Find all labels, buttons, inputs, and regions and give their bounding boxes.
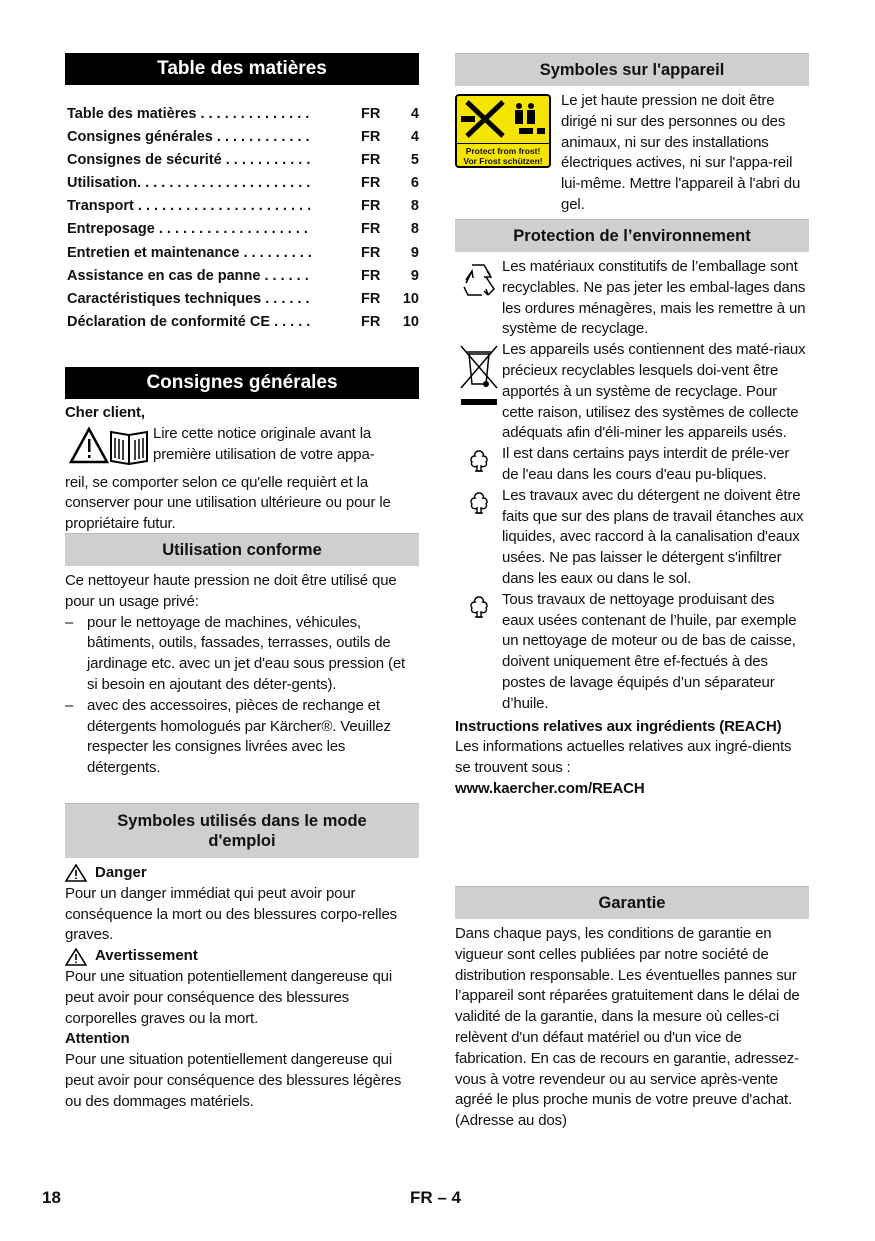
environment-text: Les appareils usés contiennent des maté-riaux précieux recyclables lesquels doi-vent être apportés à un système de recyclage. Pour cette raison, utilisez des systèmes de collecte adéquats afin d'éli-miner les appareils usés. [502,341,806,442]
usage-section [65,533,419,779]
environment-text: Les matériaux constitutifs de l’emballage sont recyclables. Ne pas jeter les embal-lages dans les ordures ménagères, mais les remettre à un système de recyclage. [502,258,806,338]
toc-entry-title: Caractéristiques techniques . . . . . . [67,290,310,307]
toc-entry-lang: FR [361,290,381,307]
left-column [65,53,419,334]
toc-entry-lang: FR [361,221,381,238]
attention-text: Pour une situation potentiellement dangereuse qui peut avoir pour conséquence des blessures légères ou des dommages matériels. [65,1051,402,1110]
toc-entry-page: 4 [410,129,419,146]
usage-title: Utilisation conforme [65,533,419,566]
toc-row[interactable] [67,149,419,172]
device-symbols-title: Symboles sur l'appareil [455,53,809,86]
toc-row[interactable] [67,311,419,334]
warranty-section [455,886,809,1132]
intro-line: première utilisation de votre appa- [153,445,375,463]
toc-entry-lang: FR [361,152,381,169]
warranty-text: Dans chaque pays, les conditions de garantie en vigueur sont celles publiées par notre société de distribution responsable. Les éventuelles pannes sur l’appareil sont réparées gratuitement dans le délai de validité de la garantie, dans la mesure où celles-ci relèvent d'un défaut matériel ou d'un vice de fabrication. En cas de recours en garantie, adressez-vous à votre revendeur ou au service après-vente agréé le plus proche munis de votre preuve d'achat. [455,925,800,1109]
table-of-contents [65,103,419,334]
warning-book-icon [69,426,151,466]
toc-entry-page: 5 [410,152,419,169]
toc-entry-page: 6 [410,175,419,192]
toc-row[interactable] [67,103,419,126]
toc-row[interactable] [67,195,419,218]
toc-entry-title: Table des matières . . . . . . . . . . . . . . [67,106,310,122]
sticker-text: Protect from frost! [465,146,541,156]
crossed-bin-icon [455,340,502,410]
toc-entry-lang: FR [361,313,381,330]
usage-bullet: pour le nettoyage de machines, véhicules, bâtiments, outils, fassades, terrasses, outils de jardinage etc. avec un jet d'eau sous pression (et si besoin en ajoutant des déter-gents). [87,613,406,693]
frost-sticker [455,91,561,216]
symbols-section [65,803,419,1113]
environment-item [455,257,809,340]
dash: – [65,613,74,631]
toc-entry-page: 4 [410,106,419,122]
toc-entry-title: Consignes générales . . . . . . . . . . . . [67,129,310,146]
warning-text: Pour une situation potentiellement dangereuse qui peut avoir pour conséquence des blessures corporelles graves ou la mort. [65,967,393,1027]
sticker-text: Vor Frost schützen! [463,156,543,166]
general-title: Consignes générales [65,367,419,399]
toc-entry-page: 8 [410,198,419,215]
toc-entry-lang: FR [361,244,381,261]
warning-triangle-icon [65,948,87,966]
environment-text: Tous travaux de nettoyage produisant des eaux usées contenant de l’huile, par exemple un nettoyage de moteur ou de bas de caisse, doivent uniquement être ef-fectués à des postes de lavage équipés d’un séparateur d’huile. [502,590,797,712]
environment-item [455,340,809,444]
toc-entry-page: 10 [402,290,419,307]
warranty-title: Garantie [455,886,809,919]
recycle-icon [455,257,502,299]
toc-entry-lang: FR [361,129,381,146]
warranty-address: (Adresse au dos) [455,1112,567,1130]
dash: – [65,696,74,714]
toc-title: Table des matières [65,53,419,85]
toc-entry-page: 9 [410,244,419,261]
toc-row[interactable] [67,126,419,149]
environment-icon [455,590,502,620]
toc-entry-lang: FR [361,106,381,122]
toc-entry-lang: FR [361,175,381,192]
danger-triangle-icon [65,864,87,882]
toc-row[interactable] [67,218,419,241]
environment-icon [455,486,502,516]
danger-label: Danger [95,864,147,881]
toc-entry-title: Déclaration de conformité CE . . . . . [67,313,311,330]
toc-row[interactable] [67,242,419,265]
toc-entry-lang: FR [361,198,381,215]
toc-entry-title: Transport . . . . . . . . . . . . . . . . . . . . . . [67,198,312,215]
danger-text: Pour un danger immédiat qui peut avoir pour conséquence la mort ou des blessures corpo-relles graves. [65,884,397,944]
environment-title: Protection de l’environnement [455,219,809,252]
toc-entry-lang: FR [361,267,381,284]
environment-section [455,219,809,800]
environment-text: Les travaux avec du détergent ne doivent être faits que sur des plans de travail étanches aux liquides, avec raccord à la canalisation d'eaux usées. Ne pas laisser le détergent s'infiltrer dans les eaux ou dans le sol. [502,486,804,587]
toc-entry-title: Entreposage . . . . . . . . . . . . . . . . . . . [67,221,308,238]
intro-text: reil, se comporter selon ce qu'elle requièrt et la conserver pour une utilisation ultérieure ou pour le propriétaire futur. [65,473,391,533]
toc-entry-page: 9 [410,267,419,284]
reach-text: Les informations actuelles relatives aux ingré-dients se trouvent sous : [455,738,792,777]
toc-entry-title: Consignes de sécurité . . . . . . . . . . . [67,152,311,169]
toc-entry-title: Utilisation. . . . . . . . . . . . . . . . . . . . . . [67,175,311,192]
toc-entry-title: Entretien et maintenance . . . . . . . . . [67,244,312,261]
toc-row[interactable] [67,172,419,195]
environment-icon [455,444,502,474]
environment-item [455,444,809,486]
usage-text: Ce nettoyeur haute pression ne doit être utilisé que pour un usage privé: [65,572,397,610]
symbols-title: Symboles utilisés dans le mode d'emploi [65,803,419,858]
reach-heading: Instructions relatives aux ingrédients (REACH) [455,717,782,735]
device-symbols-text: Le jet haute pression ne doit être dirigé ni sur des personnes ou des animaux, ni sur des installations électriques actives, ni sur l'appa-reil lui-même. Mettre l'appareil à l'abri du gel. [561,92,801,213]
toc-entry-page: 8 [410,221,419,238]
intro-line: Lire cette notice originale avant la [153,424,372,442]
section-page: FR – 4 [410,1188,462,1207]
usage-bullet: avec des accessoires, pièces de rechange et détergents homologués par Kärcher®. Veuillez respecter les consignes livrées avec les détergents. [87,696,391,777]
environment-text: Il est dans certains pays interdit de préle-ver de l'eau dans les cours d'eau pu-bliques. [502,445,790,483]
general-section [65,367,419,535]
toc-row[interactable] [67,288,419,311]
greeting: Cher client, [65,404,145,421]
no-spray-icon [457,96,549,142]
reach-link[interactable]: www.kaercher.com/REACH [455,779,645,797]
environment-item [455,590,809,715]
toc-entry-page: 10 [402,313,419,330]
page-number: 18 [42,1188,61,1207]
attention-label: Attention [65,1030,130,1048]
environment-item [455,486,809,590]
toc-row[interactable] [67,265,419,288]
warning-manual-icons [65,424,153,473]
device-symbols-section [455,53,809,216]
toc-entry-title: Assistance en cas de panne . . . . . . [67,267,309,284]
warning-label: Avertissement [95,947,198,965]
